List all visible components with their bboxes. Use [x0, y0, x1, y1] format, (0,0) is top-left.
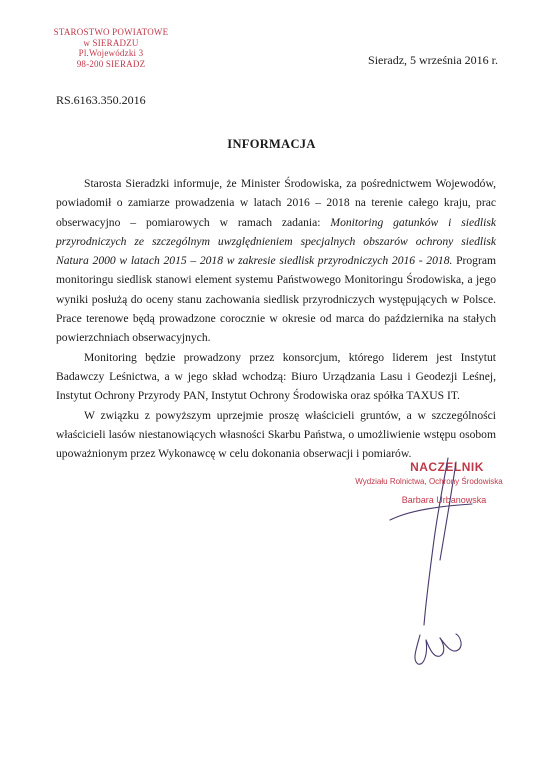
paragraph-2: Monitoring będzie prowadzony przez konsorcjum, którego liderem jest Instytut Badawczy Leśnictwa, a w jego skład wchodzą: Biuro Urządzania Lasu i Geodezji Leśnej, Instytut Ochrony Przyrody PAN, Instytut Ochrony Środowiska oraz spółka TAXUS IT. — [56, 350, 496, 403]
signature-stamp-name: Barbara Urbanowska — [401, 495, 487, 505]
stamp-line-1: STAROSTWO POWIATOWE — [53, 27, 169, 37]
document-body — [56, 174, 496, 463]
office-stamp — [36, 27, 186, 69]
stamp-line-3: Pl.Wojewódzki 3 — [78, 48, 144, 58]
document-title: INFORMACJA — [227, 137, 316, 151]
paragraph-1-end: Program monitoringu siedlisk stanowi element systemu Państwowego Monitoringu Środowiska, a jego wyniki posłużą do oceny stanu zachowania siedlisk przyrodniczych występujących w Polsce. Prace terenowe będą prowadzone corocznie w okresie od marca do października na stałych powierzchniach obserwacyjnych. — [56, 254, 496, 345]
stamp-line-4: 98-200 SIERADZ — [76, 58, 146, 69]
handwritten-signature — [360, 450, 520, 670]
task-name: Monitoring gatunków i siedlisk przyrodniczych ze szczególnym uwzględnieniem specjalnych obszarów ochrony siedlisk Natura 2000 w latach 2015 – 2018 w zakresie siedlisk przyrodniczych 2016 - 2018. — [56, 215, 497, 268]
signature-stamp-department: Wydziału Rolnictwa, Ochrony Środowiska — [355, 477, 503, 486]
stamp-line-2: w SIERADZU — [83, 37, 139, 48]
reference-number: RS.6163.350.2016 — [56, 93, 146, 107]
signature-stamp-title: NACZELNIK — [410, 460, 484, 474]
paragraph-3: W związku z powyższym uprzejmie proszę właścicieli gruntów, a w szczególności właścicieli lasów niestanowiących własności Skarbu Państwa, o umożliwienie wstępu osobom upoważnionym przez Wykonawcę w celu dokonania obserwacji i pomiarów. — [56, 408, 496, 461]
place-and-date: Sieradz, 5 września 2016 r. — [368, 53, 498, 67]
paragraph-1-start: Starosta Sieradzki informuje, że Minister Środowiska, za pośrednictwem Wojewodów, powiadomił o zamiarze prowadzenia w latach 2016 – 2018 na terenie całego kraju, prac obserwacyjno – pomiarowych w ramach zadania: — [56, 177, 496, 229]
paragraph-1 — [56, 174, 496, 348]
